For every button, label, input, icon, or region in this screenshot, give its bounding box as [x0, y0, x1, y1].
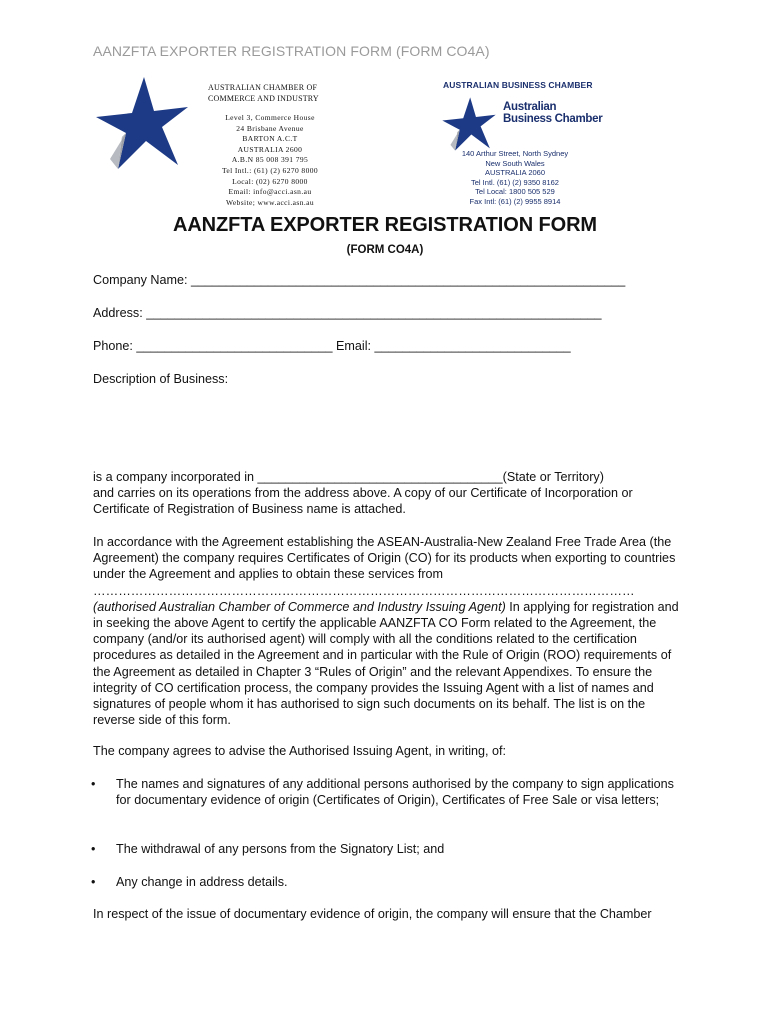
- contact-row: [93, 338, 683, 354]
- acci-address-line: Website; www.acci.asn.au: [225, 197, 315, 207]
- acci-name: [208, 82, 338, 104]
- abc-logo-line: Business Chamber: [503, 113, 603, 125]
- agreement-paragraph: [93, 534, 683, 728]
- acci-address-line: Level 3, Commerce House: [225, 113, 315, 122]
- page-subtitle: (FORM CO4A): [346, 244, 424, 256]
- acci-address-line: Email: info@acci.asn.au: [228, 187, 312, 197]
- agreement-conditions: In applying for registration and in seeking the above Agent to certify the applicable AANZFTA CO Form related to the Agreement, the company (and/or its authorised agent) will comply with all the conditions related to the certification procedures as detailed in the Agreement and in particular with the Rule of Origin (ROO) requirements of the Agreement as detailed in Chapter 3 “Rules of Origin” and the relevant Appendixes. To ensure the integrity of CO certification process, the company provides the Issuing Agent with a list of names and signatures of people whom it has authorised to sign such documents on its behalf. The list is on the reverse side of this form.: [93, 599, 679, 728]
- abc-address-line: Tel Local: 1800 505 529: [475, 187, 555, 197]
- abc-star-logo: [440, 96, 498, 152]
- company-name-field[interactable]: Company Name: ______________________________________________________________: [93, 273, 626, 287]
- abc-logo-line: Australian: [503, 101, 557, 113]
- acci-name-line: COMMERCE AND INDUSTRY: [208, 94, 319, 103]
- acci-address-line: Tel Intl.: (61) (2) 6270 8000: [221, 165, 319, 175]
- address-field[interactable]: Address: _________________________________________________________________: [93, 306, 602, 320]
- acci-address-line: Local: (02) 6270 8000: [232, 176, 308, 186]
- bullet-icon: •: [91, 777, 96, 791]
- abc-address-line: New South Wales: [485, 158, 545, 168]
- advise-intro: The company agrees to advise the Authorised Issuing Agent, in writing, of:: [93, 744, 507, 758]
- list-item-text: The withdrawal of any persons from the Signatory List; and: [116, 842, 445, 856]
- abc-address: [452, 149, 578, 207]
- incorporation-text: and carries on its operations from the address above. A copy of our Certificate of Incorporation or Certificate of Registration of Business name is attached.: [93, 486, 633, 517]
- acci-address-line: AUSTRALIA 2600: [237, 144, 303, 154]
- abc-logo-wordmark: [503, 101, 602, 125]
- bullet-icon: •: [91, 875, 96, 889]
- abc-address-line: Fax Intl: (61) (2) 9955 8914: [469, 196, 561, 206]
- acci-star-logo: [92, 75, 192, 171]
- acci-name-line: AUSTRALIAN CHAMBER OF: [208, 83, 318, 92]
- acci-address-line: BARTON A.C.T: [242, 134, 298, 144]
- abc-address-line: Tel Intl. (61) (2) 9350 8162: [471, 177, 559, 187]
- acci-address-line: A.B.N 85 008 391 795: [231, 155, 309, 165]
- agreement-intro: In accordance with the Agreement establishing the ASEAN-Australia-New Zealand Free Trade Area (the Agreement) the company requires Certificates of Origin (CO) for its products when exporting to countries under the Agreement and applies to obtain these services from: [93, 535, 676, 582]
- email-field[interactable]: Email: ____________________________: [336, 339, 571, 353]
- issuing-agent-dotted-line[interactable]: …………………………………………………………………………………………………………………: [93, 583, 635, 598]
- acci-address: [205, 113, 335, 208]
- evidence-of-origin-paragraph: In respect of the issue of documentary evidence of origin, the company will ensure that the Chamber: [93, 907, 652, 921]
- list-item-text: Any change in address details.: [116, 875, 288, 889]
- bullet-icon: •: [91, 842, 96, 856]
- abc-address-line: AUSTRALIA 2060: [484, 168, 546, 178]
- issuing-agent-label: (authorised Australian Chamber of Commerce and Industry Issuing Agent): [93, 599, 506, 614]
- incorporation-state-line[interactable]: is a company incorporated in ___________________________________(State or Territory): [93, 470, 604, 484]
- list-item: [93, 841, 683, 857]
- abc-heading: AUSTRALIAN BUSINESS CHAMBER: [443, 80, 593, 90]
- phone-field[interactable]: Phone: ____________________________: [93, 339, 333, 353]
- page-title: AANZFTA EXPORTER REGISTRATION FORM: [173, 214, 597, 236]
- abc-address-line: 140 Arthur Street, North Sydney: [461, 149, 569, 158]
- running-header: AANZFTA EXPORTER REGISTRATION FORM (FORM CO4A): [93, 43, 490, 59]
- incorporation-paragraph: [93, 469, 683, 518]
- list-item: [93, 874, 683, 890]
- business-description-label: Description of Business:: [93, 372, 229, 386]
- list-item-text: The names and signatures of any additional persons authorised by the company to sign applications for documentary evidence of origin (Certificates of Origin), Certificates of Free Sale or visa letters;: [116, 777, 674, 808]
- list-item: [93, 776, 683, 808]
- acci-address-line: 24 Brisbane Avenue: [236, 123, 304, 133]
